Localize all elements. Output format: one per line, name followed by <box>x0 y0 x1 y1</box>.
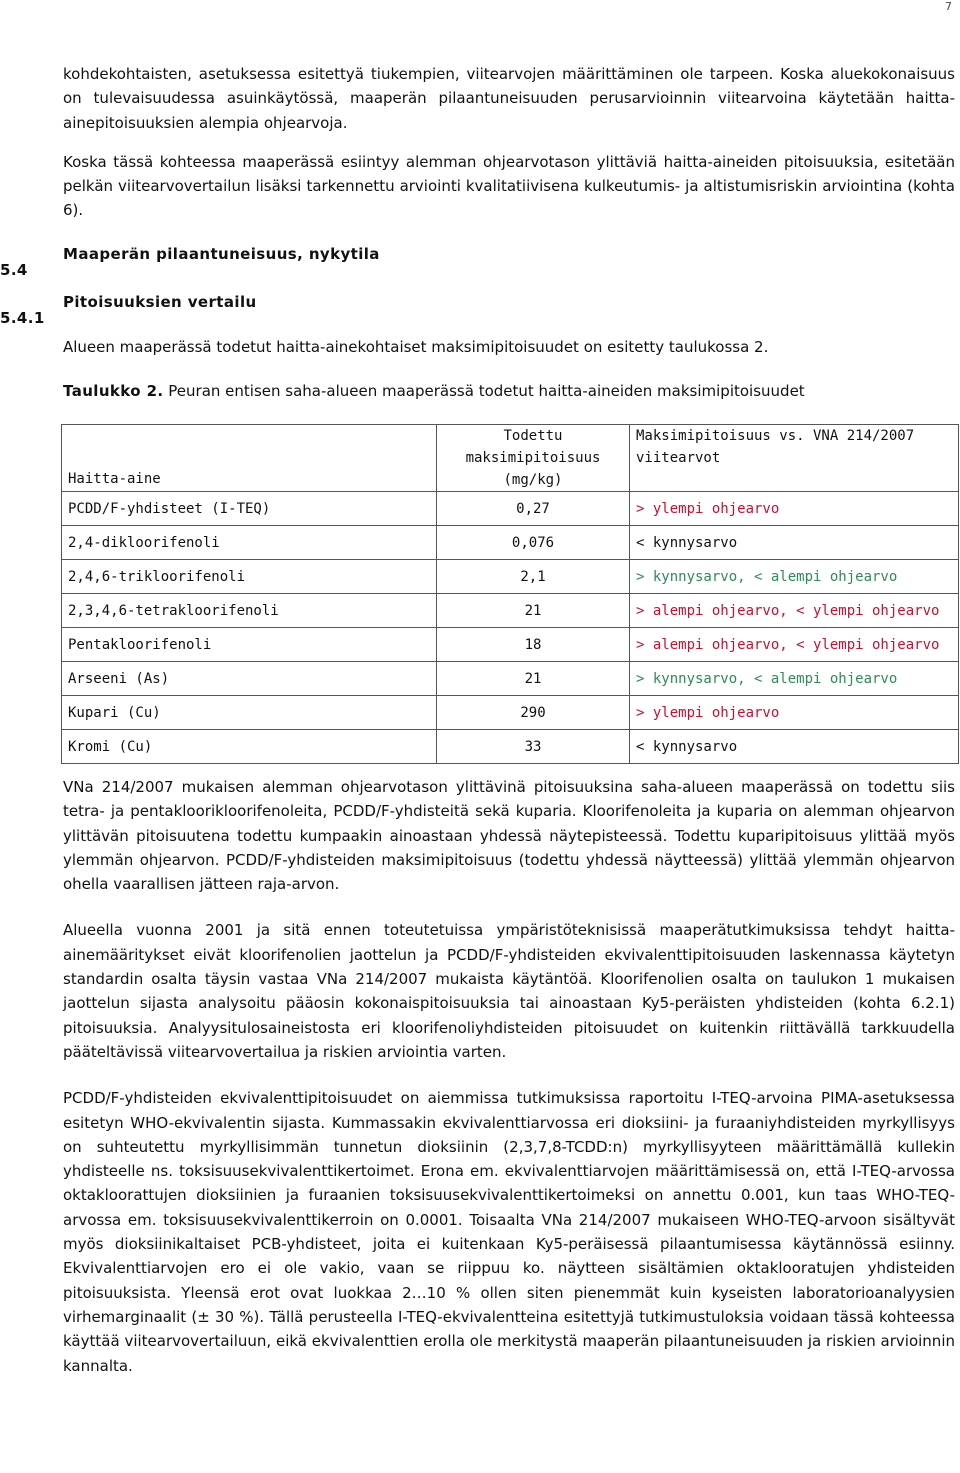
cell-comparison: > ylempi ohjearvo <box>630 492 959 526</box>
intro-paragraph-1: kohdekohtaisten, asetuksessa esitettyä tiukempien, viitearvojen määrittäminen ole tarpeen. Koska aluekokonaisuus on tulevaisuudessa asuinkäytössä, maaperän pilaantuneisuuden perusarvioinnin viitearvoina käytetään haitta-ainepitoisuuksien alempia ohjearvoja. <box>63 65 955 132</box>
cell-substance: 2,4,6-trikloorifenoli <box>62 560 437 594</box>
intro-paragraph-2: Koska tässä kohteessa maaperässä esiintyy alemman ohjearvotason ylittäviä haitta-aineiden pitoisuuksia, esitetään pelkän viitearvovertailun lisäksi tarkennettu arviointi kvalitatiivisena kulkeutumis- ja altistumisriskin arviointina (kohta 6). <box>63 152 955 220</box>
cell-value: 0,076 <box>437 526 630 560</box>
body-paragraph-3: PCDD/F-yhdisteiden ekvivalenttipitoisuudet on aiemmissa tutkimuksissa raportoitu I-TEQ-arvoina PIMA-asetuksessa esitetyn WHO-ekvivalentin sijasta. Kummassakin ekvivalenttiarvossa eri dioksiini- ja furaaniyhdisteiden myrkyllisyys on suhteutettu myrkyllisimmän tunnetun dioksiinin (2,3,7,8-TCDD:n) myrkyllisyyteen määrittämällä kullekin yhdisteelle ns. toksisuusekvivalenttikertoimet. Erona em. ekvivalenttiarvojen määrittämisessä on, että I-TEQ-arvossa oktakloorattujen dioksiinien ja furaanien toksisuusekvivalenttikertoimeksi on annettu 0.001, kun taas WHO-TEQ-arvossa em. toksisuusekvivalenttikerroin on 0.0001. Toisaalta VNa 214/2007 mukaiseen WHO-TEQ-arvoon sisältyvät myös dioksiinikaltaiset PCB-yhdisteet, joita ei kuitenkaan Ky5-peräisessä pilaantumisessa käytännössä esiinny. Ekvivalenttiarvojen ero ei ole vakio, vaan se riippuu ko. näytteen sisältämien oktaklooratujen yhdisteiden pitoisuuksista. Yleensä erot ovat luokkaa 2…10 % ollen siten pienemmät kuin kyseisten laboratorioanalyysien virhemarginaalit (± 30 %). Tällä perusteella I-TEQ-ekvivalentteina esitettyjä tutkimustuloksia voidaan tässä kohteessa käyttää viitearvovertailuun, eikä ekvivalenttien erolla ole merkitystä maaperän pilaantuneisuuden ja riskien arvioinnin kannalta. <box>63 1089 955 1375</box>
subsection-heading <box>0 291 955 327</box>
cell-substance: Arseeni (As) <box>62 662 437 696</box>
table-row <box>62 594 959 628</box>
cell-value: 21 <box>437 662 630 696</box>
cell-comparison: > ylempi ohjearvo <box>630 696 959 730</box>
cell-comparison: < kynnysarvo <box>630 730 959 764</box>
page-content-top <box>0 62 955 402</box>
cell-substance: Kupari (Cu) <box>62 696 437 730</box>
table-header-row <box>62 425 959 492</box>
table-row <box>62 628 959 662</box>
table-row <box>62 560 959 594</box>
cell-comparison: > kynnysarvo, < alempi ohjearvo <box>630 662 959 696</box>
header-substance: Haitta-aine <box>62 425 437 492</box>
cell-substance: Kromi (Cu) <box>62 730 437 764</box>
cell-substance: Pentakloorifenoli <box>62 628 437 662</box>
subsection-title: Pitoisuuksien vertailu <box>63 292 257 311</box>
concentration-table <box>61 424 959 764</box>
table-row <box>62 492 959 526</box>
table-caption <box>63 380 955 402</box>
cell-substance: 2,3,4,6-tetrakloorifenoli <box>62 594 437 628</box>
cell-value: 2,1 <box>437 560 630 594</box>
cell-value: 18 <box>437 628 630 662</box>
body-paragraph-1: VNa 214/2007 mukaisen alemman ohjearvotason ylittävinä pitoisuuksina saha-alueen maaperässä on todettu siis tetra- ja pentakloorikloorifenoleita, PCDD/F-yhdisteitä sekä kuparia. Kloorifenoleita ja kuparia on alemman ohjearvon ylittävän pitoisuutena todettu kumpaakin ainoastaan yhdessä näytepisteessä. Todettu kuparipitoisuus ylittää myös ylemmän ohjearvon. PCDD/F-yhdisteiden maksimipitoisuus (todettu yhdessä näytteessä) ylittää ylemmän ohjearvon ohella vaarallisen jätteen raja-arvon. <box>63 778 955 894</box>
header-max-concentration-line1: Todettu maksimipitoisuus <box>465 428 601 466</box>
header-comparison-line2: viitearvot <box>636 450 721 466</box>
header-comparison-line1: Maksimipitoisuus vs. VNA 214/2007 <box>636 428 915 444</box>
cell-comparison: > kynnysarvo, < alempi ohjearvo <box>630 560 959 594</box>
section-title: Maaperän pilaantuneisuus, nykytila <box>63 244 380 263</box>
table-row <box>62 526 959 560</box>
table-caption-label: Taulukko 2. <box>63 382 164 401</box>
cell-comparison: > alempi ohjearvo, < ylempi ohjearvo <box>630 628 959 662</box>
cell-substance: 2,4-dikloorifenoli <box>62 526 437 560</box>
page-number: 7 <box>945 0 952 13</box>
cell-value: 21 <box>437 594 630 628</box>
section-heading <box>0 243 955 279</box>
cell-comparison: > alempi ohjearvo, < ylempi ohjearvo <box>630 594 959 628</box>
section-number: 5.4 <box>0 260 28 279</box>
header-max-concentration-line2: (mg/kg) <box>503 472 563 488</box>
cell-value: 33 <box>437 730 630 764</box>
cell-substance: PCDD/F-yhdisteet (I-TEQ) <box>62 492 437 526</box>
body-paragraph-2: Alueella vuonna 2001 ja sitä ennen toteutetuissa ympäristöteknisissä maaperätutkimuksissa tehdyt haitta-ainemääritykset eivät kloorifenolien jaottelun ja PCDD/F-yhdisteiden ekvivalenttipitoisuuden laskennassa käytetyn standardin osalta täysin vastaa VNa 214/2007 mukaista käytäntöä. Kloorifenolien osalta on taulukon 1 mukaisen jaottelun sijasta analysoitu pääosin kokonaispitoisuuksia tai ainoastaan Ky5-peräisten yhdisteiden (kohta 6.2.1) pitoisuuksia. Analyysitulosaineistosta eri kloorifenoliyhdisteiden pitoisuudet on kuitenkin riittävällä tarkkuudella pääteltävissä viitearvovertailua ja riskien arviointia varten. <box>63 921 955 1061</box>
subsection-number: 5.4.1 <box>0 308 45 327</box>
table-row <box>62 730 959 764</box>
cell-value: 0,27 <box>437 492 630 526</box>
table-caption-text: Peuran entisen saha-alueen maaperässä todetut haitta-aineiden maksimipitoisuudet <box>163 382 805 401</box>
subsection-text: Alueen maaperässä todetut haitta-ainekohtaiset maksimipitoisuudet on esitetty taulukossa 2. <box>63 337 769 356</box>
cell-value: 290 <box>437 696 630 730</box>
page-content-bottom <box>63 775 955 1400</box>
table-row <box>62 662 959 696</box>
header-comparison <box>630 425 959 492</box>
table-row <box>62 696 959 730</box>
header-max-concentration <box>437 425 630 492</box>
cell-comparison: < kynnysarvo <box>630 526 959 560</box>
